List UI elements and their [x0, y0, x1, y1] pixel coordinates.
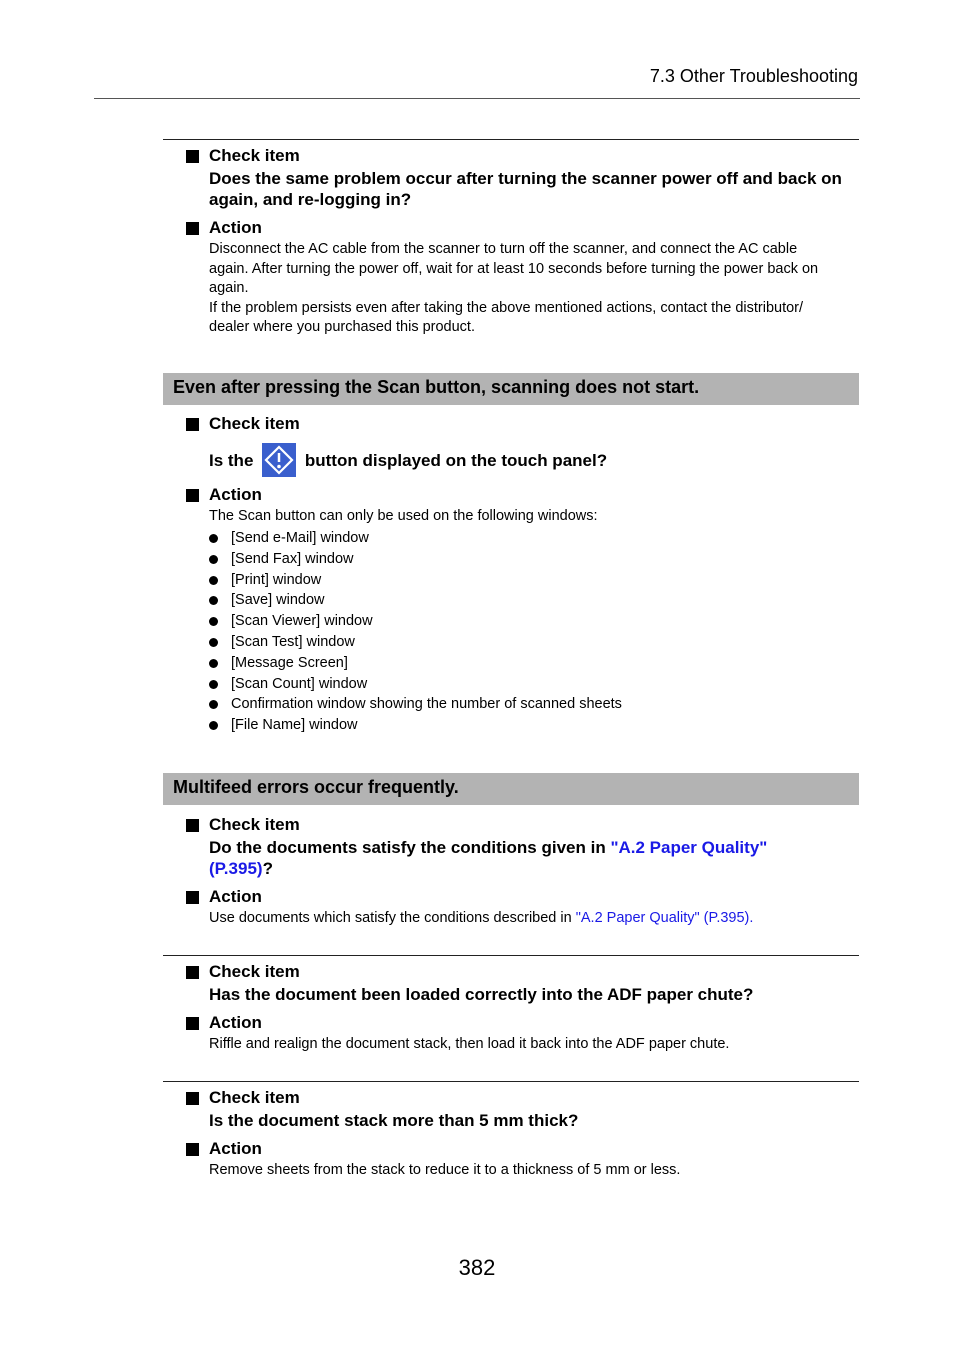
- square-bullet-icon: [186, 1143, 199, 1156]
- section-divider: [163, 139, 859, 140]
- list-item: [Send Fax] window: [209, 549, 622, 570]
- check-item-question: Does the same problem occur after turning the scanner power off and back on again, and re-logging in?: [209, 169, 842, 209]
- check-item-label: Check item: [209, 1088, 300, 1107]
- list-item: [Message Screen]: [209, 653, 622, 674]
- section-heading-band: [163, 773, 859, 805]
- check-item-label: Check item: [209, 146, 300, 165]
- section-heading: Multifeed errors occur frequently.: [173, 777, 459, 797]
- list-item: [File Name] window: [209, 715, 622, 736]
- list-item: [Send e-Mail] window: [209, 528, 622, 549]
- check-item-label: Check item: [209, 414, 300, 433]
- check-item-question: Has the document been loaded correctly into the ADF paper chute?: [209, 985, 754, 1004]
- running-header: 7.3 Other Troubleshooting: [649, 66, 858, 86]
- scan-button-icon: [262, 443, 296, 477]
- action-label: Action: [209, 218, 262, 237]
- list-item: [Scan Test] window: [209, 632, 622, 653]
- action-label: Action: [209, 1139, 262, 1158]
- square-bullet-icon: [186, 891, 199, 904]
- bullet-icon: [209, 576, 218, 585]
- list-item: Confirmation window showing the number of scanned sheets: [209, 694, 622, 715]
- list-item: [Scan Count] window: [209, 674, 622, 695]
- paper-quality-link[interactable]: "A.2 Paper Quality" (P.395).: [575, 910, 754, 926]
- square-bullet-icon: [186, 1092, 199, 1105]
- list-item: [Scan Viewer] window: [209, 611, 622, 632]
- check-item-question: Is the document stack more than 5 mm thick?: [209, 1111, 579, 1130]
- section-heading: Even after pressing the Scan button, scanning does not start.: [173, 377, 700, 397]
- square-bullet-icon: [186, 222, 199, 235]
- action-text: Riffle and realign the document stack, then load it back into the ADF paper chute.: [209, 1036, 730, 1052]
- bullet-icon: [209, 555, 218, 564]
- section-divider: [163, 955, 859, 956]
- bullet-icon: [209, 659, 218, 668]
- section-heading-band: [163, 373, 859, 405]
- action-label: Action: [209, 887, 262, 906]
- action-text: Remove sheets from the stack to reduce it to a thickness of 5 mm or less.: [209, 1162, 681, 1178]
- bullet-icon: [209, 721, 218, 730]
- action-label: Action: [209, 1013, 262, 1032]
- square-bullet-icon: [186, 1017, 199, 1030]
- list-item: [Print] window: [209, 570, 622, 591]
- square-bullet-icon: [186, 489, 199, 502]
- paper-quality-link[interactable]: "A.2 Paper Quality" (P.395): [209, 838, 768, 878]
- section-divider: [163, 1081, 859, 1082]
- square-bullet-icon: [186, 418, 199, 431]
- check-item-question: Do the documents satisfy the conditions given in "A.2 Paper Quality" (P.395)?: [209, 838, 768, 878]
- page-number: 382: [458, 1255, 496, 1280]
- bullet-icon: [209, 596, 218, 605]
- action-label: Action: [209, 485, 262, 504]
- check-item-label: Check item: [209, 815, 300, 834]
- action-text: Use documents which satisfy the conditions described in "A.2 Paper Quality" (P.395).: [209, 910, 754, 926]
- check-item-question: Is the button displayed on the touch panel?: [209, 441, 854, 481]
- square-bullet-icon: [186, 966, 199, 979]
- action-text: The Scan button can only be used on the following windows:: [209, 508, 598, 524]
- bullet-icon: [209, 680, 218, 689]
- bullet-icon: [209, 534, 218, 543]
- action-text: Disconnect the AC cable from the scanner to turn off the scanner, and connect the AC cable again. After turning the power off, wait for at least 10 seconds before turning the power back on again. If the problem persists even after taking the above mentioned actions, contact the distributor/ dealer where you purchased this product.: [209, 241, 819, 335]
- header-rule: [94, 98, 860, 99]
- bullet-icon: [209, 700, 218, 709]
- bullet-icon: [209, 638, 218, 647]
- bullet-icon: [209, 617, 218, 626]
- check-item-label: Check item: [209, 962, 300, 981]
- square-bullet-icon: [186, 150, 199, 163]
- window-list: [209, 528, 622, 736]
- list-item: [Save] window: [209, 590, 622, 611]
- square-bullet-icon: [186, 819, 199, 832]
